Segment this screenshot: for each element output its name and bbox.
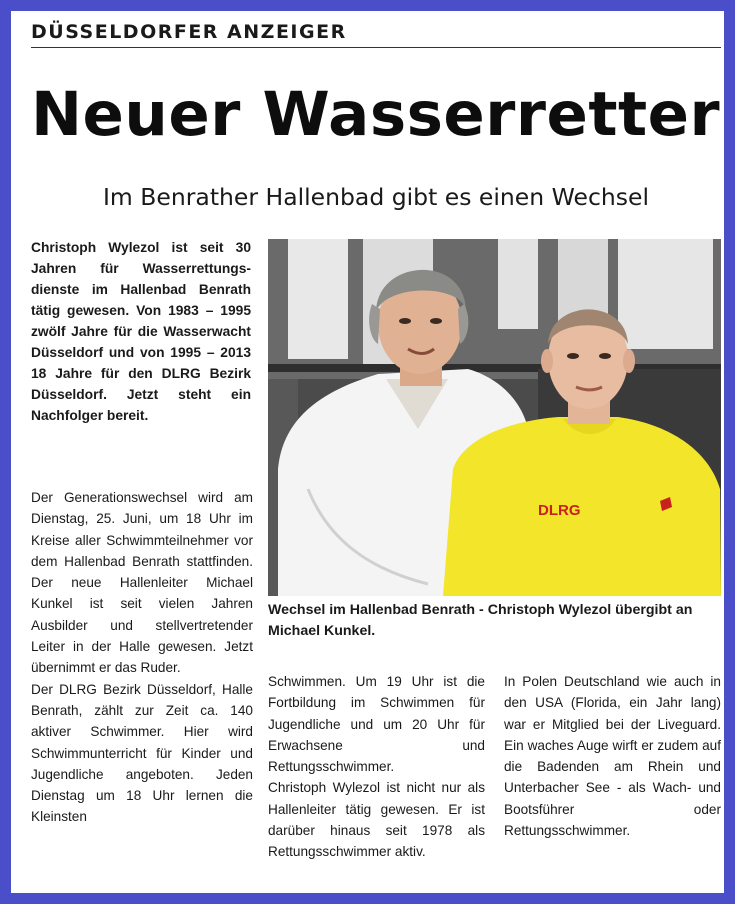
photo-illustration: [268, 239, 721, 596]
subheadline: Im Benrather Hallenbad gibt es einen Wechsel: [103, 183, 649, 211]
article-column-2: [268, 671, 485, 863]
shirt-logo-text: DLRG: [538, 502, 581, 519]
lead-paragraph: [31, 237, 251, 426]
column-1-paragraph-1: Der Generationswechsel wird am Dienstag, 25. Juni, um 18 Uhr im Kreise aller Schwimmteilnehmer vor dem Hallenbad Benrath stattfinden. Der neue Hallenleiter Michael Kunkel ist seit vielen Jahren Ausbilder und stellvertretender Leiter in der Halle gewesen. Jetzt übernimmt er das Ruder.: [31, 490, 253, 676]
article-photo: [268, 239, 721, 596]
column-1-paragraph-2: Der DLRG Bezirk Düsseldorf, Halle Benrath, zählt zur Zeit ca. 140 aktiver Schwimmer. Hier wird Schwimmunterricht für Kinder und Jugendliche angeboten. Jeden Dienstag um 18 Uhr lernen die Kleinsten: [31, 681, 253, 825]
newspaper-clipping: [11, 11, 724, 893]
photo-caption: Wechsel im Hallenbad Benrath - Christoph Wylezol übergibt an Michael Kunkel.: [268, 602, 693, 639]
headline: Neuer Wasserretter: [31, 79, 721, 150]
article-column-3: [504, 671, 721, 841]
column-3-paragraph-1: In Polen Deutschland wie auch in den USA (Florida, ein Jahr lang) war er Mitglied bei der Liveguard. Ein waches Auge wirft er zudem auf die Badenden am Rhein und Unterbacher See - als Wach- und Bootsführer oder Rettungsschwimmer.: [504, 674, 721, 839]
column-2-paragraph-2: Christoph Wylezol ist nicht nur als Hallenleiter tätig gewesen. Er ist darüber hinaus seit 1978 als Rettungsschwimmer aktiv.: [268, 780, 485, 860]
article-column-1: [31, 487, 253, 828]
column-2-paragraph-1: Schwimmen. Um 19 Uhr ist die Fortbildung im Schwimmen für Jugendliche und um 20 Uhr für Erwachsene und Rettungsschwimmer.: [268, 674, 485, 775]
publication-name: DÜSSELDORFER ANZEIGER: [31, 21, 721, 48]
lead-text: Christoph Wylezol ist seit 30 Jahren für Wasserrettungs-dienste im Hallenbad Benrath tätig gewesen. Von 1983 – 1995 zwölf Jahre für die Wasserwacht Düsseldorf und von 1995 – 2013 18 Jahre für den DLRG Bezirk Düsseldorf. Jetzt steht ein Nachfolger bereit.: [31, 240, 251, 423]
